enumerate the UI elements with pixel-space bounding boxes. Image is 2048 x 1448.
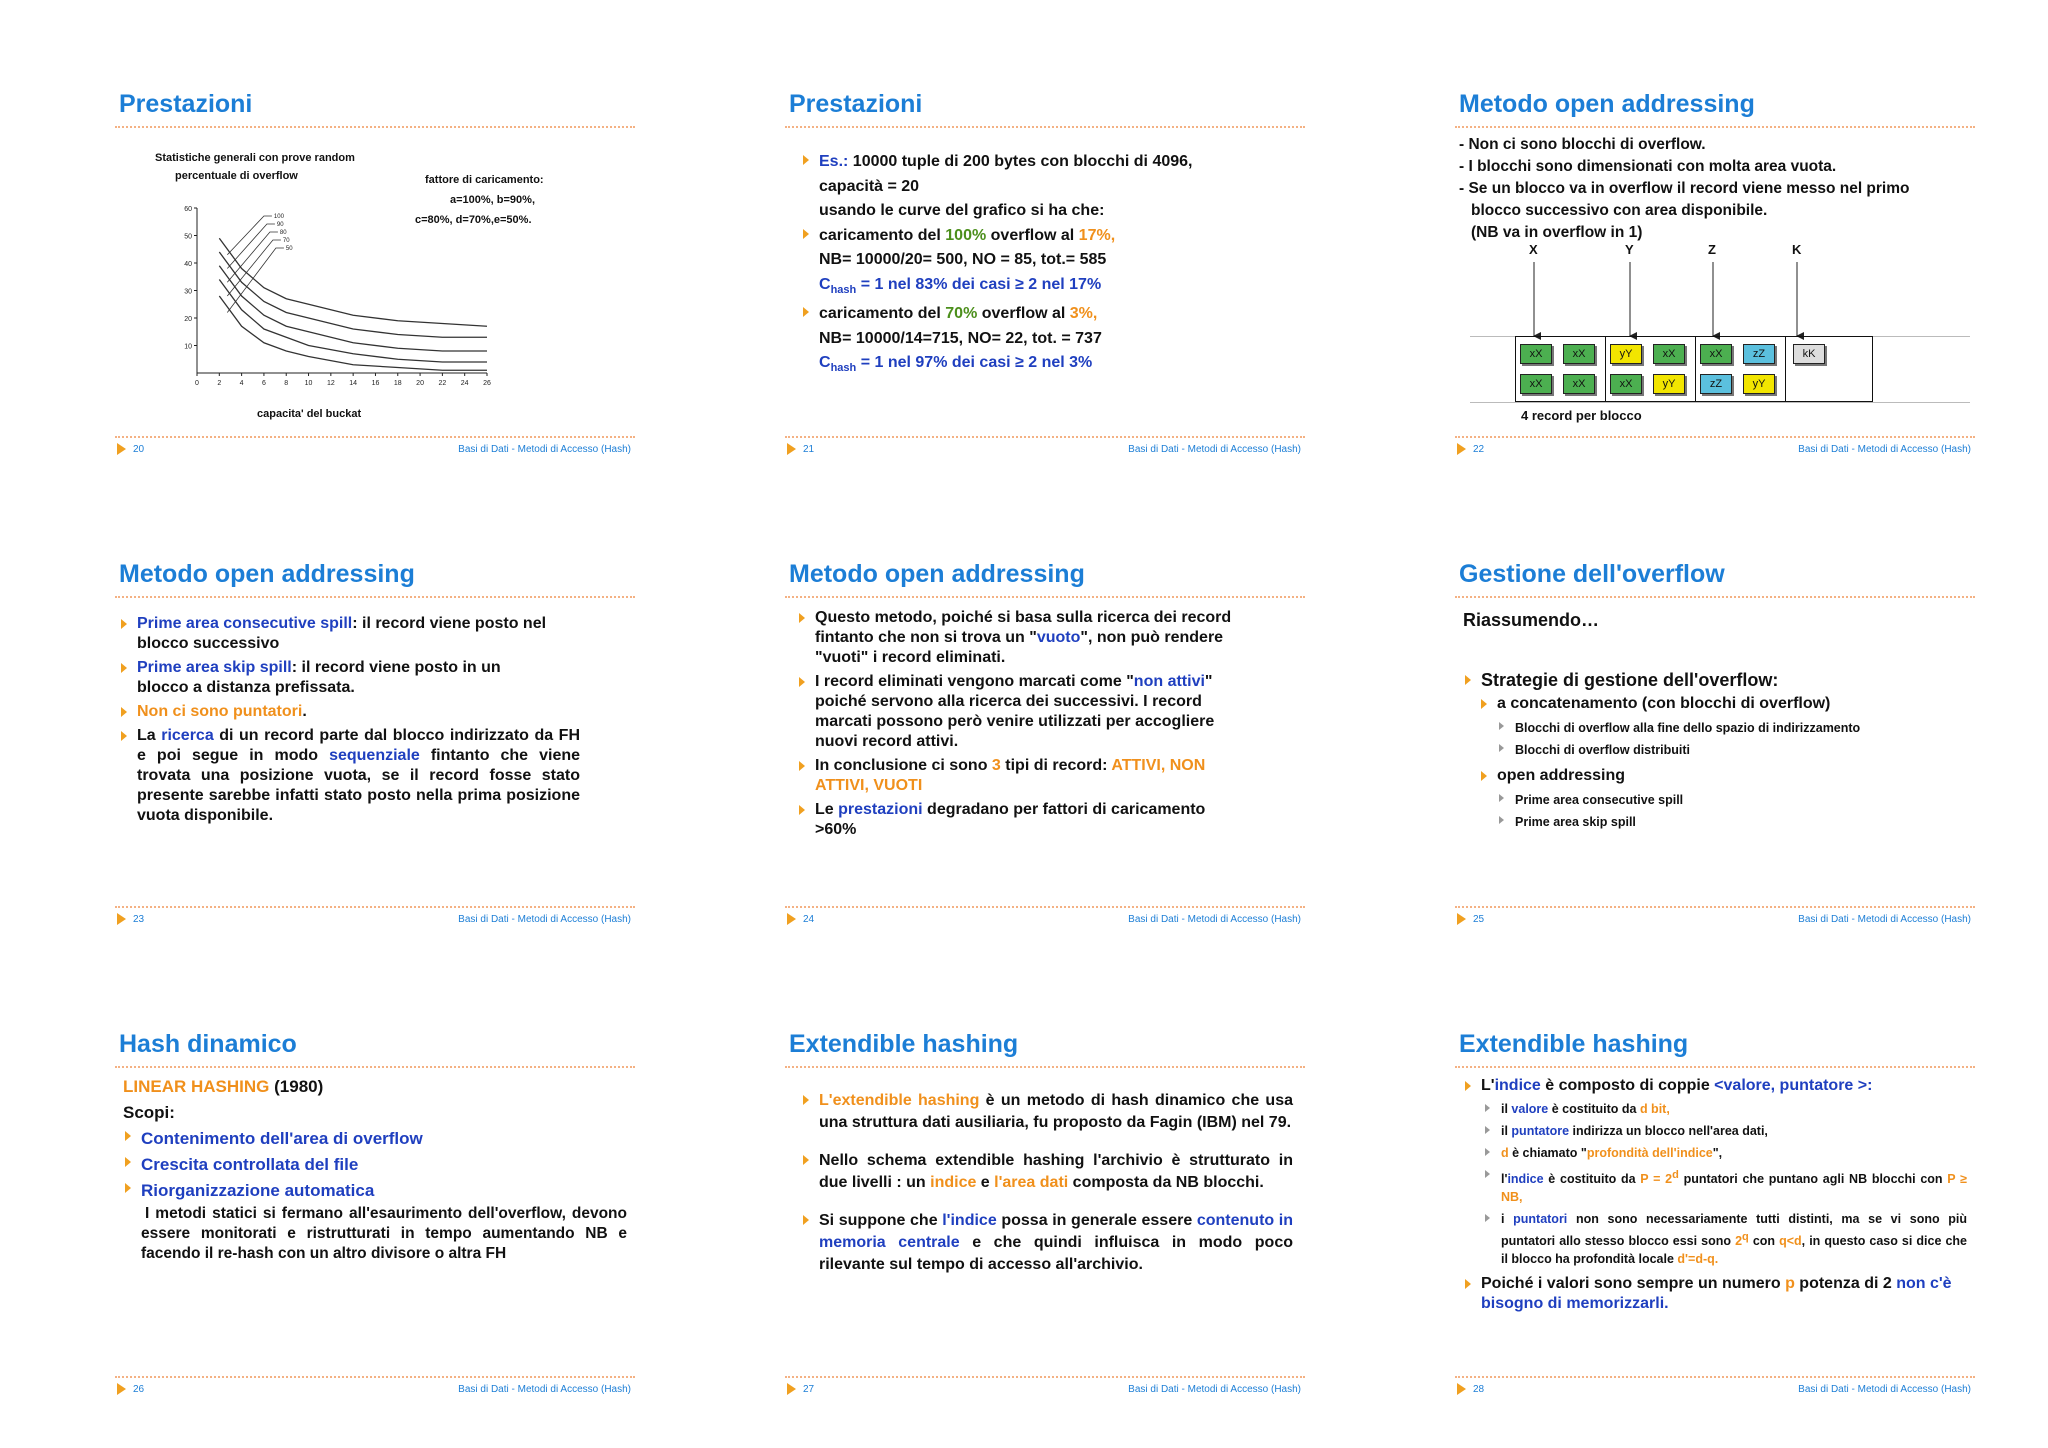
slide-23 [115, 560, 635, 932]
bullet: Nello schema extendible hashing l'archivio è strutturato in due livelli : un indice e l'area dati composta da NB blocchi. [801, 1150, 1293, 1194]
bullet: open addressing [1479, 766, 1969, 786]
chart-legend-line3: c=80%, d=70%,e=50%. [415, 214, 532, 226]
slide-footer [115, 436, 635, 460]
slide-28 [1455, 1030, 1975, 1402]
bullet: Poiché i valori sono sempre un numero p potenza di 2 non c'è bisogno di memorizzarli. [1463, 1274, 1967, 1314]
bullet: Prime area skip spill: il record viene posto in un blocco a distanza prefissata. [119, 658, 580, 698]
text-line: blocco successivo con area disponibile. [1471, 202, 1768, 219]
footer-triangle-icon [1457, 443, 1466, 455]
x-tick-label: 8 [284, 380, 289, 387]
course-label: Basi di Dati - Metodi di Accesso (Hash) [1798, 914, 1971, 925]
slide-footer [1455, 906, 1975, 930]
course-label: Basi di Dati - Metodi di Accesso (Hash) [458, 914, 631, 925]
bullet: I record eliminati vengono marcati come "non attivi" poiché servono alla ricerca dei successivi. I record marcati possono però venire utilizzati per accogliere nuovi record attivi. [797, 672, 1245, 752]
footer-triangle-icon [787, 1383, 796, 1395]
sub-bullet: d è chiamato "profondità dell'indice", [1483, 1144, 1967, 1162]
bullet: Crescita controllata del file [123, 1152, 627, 1178]
curve-label: 70 [282, 238, 290, 244]
x-tick-label: 0 [195, 380, 199, 387]
slide-number: 27 [803, 1384, 815, 1395]
slide-body [801, 1090, 1293, 1276]
slide-24 [785, 560, 1305, 932]
pointer-arrows [1455, 258, 1975, 348]
bullet: caricamento del 100% overflow al 17%, [801, 224, 1299, 249]
intro-text: Riassumendo… [1463, 610, 1600, 630]
chart-ylabel: percentuale di overflow [175, 170, 298, 182]
baseline-bottom [1470, 402, 1970, 403]
x-tick-label: 6 [261, 380, 266, 387]
block-divider [1605, 336, 1606, 402]
slide-27 [785, 1030, 1305, 1402]
chart-title: Statistiche generali con prove random [155, 152, 355, 164]
record-cell: zZ [1743, 344, 1775, 364]
slide-title: Metodo open addressing [115, 560, 635, 598]
text-line: Scopi: [123, 1103, 175, 1122]
slide-footer [1455, 1376, 1975, 1400]
key-label: X [1529, 242, 1538, 257]
slide-22 [1455, 90, 1975, 462]
record-cell: xX [1563, 374, 1595, 394]
footer-triangle-icon [1457, 1383, 1466, 1395]
slide-21 [785, 90, 1305, 462]
slide-footer [785, 436, 1305, 460]
curve-label: 50 [285, 246, 293, 252]
course-label: Basi di Dati - Metodi di Accesso (Hash) [1128, 914, 1301, 925]
sub-bullet: Prime area consecutive spill [1497, 790, 1969, 810]
curve-label: 100 [273, 214, 284, 220]
block-divider [1785, 336, 1786, 402]
chart-legend-line1: fattore di caricamento: [425, 174, 544, 186]
chart-xlabel: capacita' del buckat [257, 408, 362, 420]
record-cell: xX [1520, 374, 1552, 394]
sub-bullet: Prime area skip spill [1497, 812, 1969, 832]
record-cell: xX [1610, 374, 1642, 394]
slide-body [123, 1074, 627, 1264]
slide-title: Extendible hashing [785, 1030, 1305, 1068]
bullet: L'indice è composto di coppie <valore, puntatore >: [1463, 1076, 1967, 1096]
x-tick-label: 24 [460, 380, 469, 387]
slide-number: 20 [133, 444, 145, 455]
footer-triangle-icon [1457, 913, 1466, 925]
text-paragraph: I metodi statici si fermano all'esaurimento dell'overflow, devono essere monitorati e ristrutturati in tempo aumentando NB e facendo il re-hash con un altro divisore o altra FH [141, 1205, 627, 1262]
y-tick-label: 60 [184, 206, 192, 213]
record-cell: yY [1653, 374, 1685, 394]
series-line [219, 296, 487, 370]
y-tick-label: 30 [184, 288, 192, 296]
y-tick-label: 20 [184, 316, 192, 323]
sub-bullet: i puntatori non sono necessariamente tutti distinti, ma se vi sono più puntatori allo stesso blocco essi sono 2$^q$ con q<d, in questo caso si dice che il blocco ha profondità locale d'=d-q. [1483, 1210, 1967, 1268]
record-cell: xX [1520, 344, 1552, 364]
slide-footer [115, 1376, 635, 1400]
x-tick-label: 12 [326, 380, 335, 387]
bullet: Contenimento dell'area di overflow [123, 1126, 627, 1152]
slide-title: Metodo open addressing [1455, 90, 1975, 128]
overflow-chart [175, 200, 495, 390]
slide-body [1459, 134, 1969, 244]
sub-bullet: il valore è costituito da d bit, [1483, 1100, 1967, 1118]
slide-body [801, 150, 1299, 381]
slide-25 [1455, 560, 1975, 932]
record-cell: xX [1700, 344, 1732, 364]
slide-body [119, 614, 580, 826]
sub-bullet: il puntatore indirizza un blocco nell'area dati, [1483, 1122, 1967, 1140]
text-line: capacità = 20 [819, 177, 920, 195]
text-line: usando le curve del grafico si ha che: [819, 202, 1105, 219]
slide-footer [1455, 436, 1975, 460]
text-line: - Non ci sono blocchi di overflow. [1459, 136, 1706, 153]
series-line [219, 266, 487, 351]
open-addressing-diagram [1455, 240, 1975, 423]
text-line: $C_{hash} = 1$ nel 83% dei casi ≥ 2 nel 17% [819, 275, 1102, 296]
text-line: NB= 10000/20= 500, NO = 85, tot.= 585 [819, 251, 1107, 268]
footer-triangle-icon [117, 1383, 126, 1395]
x-tick-label: 14 [349, 380, 358, 387]
slide-title: Metodo open addressing [785, 560, 1305, 598]
record-cell: xX [1653, 344, 1685, 364]
slide-title: Hash dinamico [115, 1030, 635, 1068]
course-label: Basi di Dati - Metodi di Accesso (Hash) [1128, 444, 1301, 455]
text-line: (NB va in overflow in 1) [1471, 224, 1643, 241]
x-tick-label: 10 [304, 380, 313, 387]
bullet: Si suppone che l'indice possa in generale essere contenuto in memoria centrale e che quindi influisca in modo poco rilevante sul tempo di accesso all'archivio. [801, 1210, 1293, 1276]
slide-footer [785, 906, 1305, 930]
y-tick-label: 10 [184, 343, 192, 351]
text-line: - Se un blocco va in overflow il record viene messo nel primo [1459, 180, 1910, 197]
slide-title: Prestazioni [115, 90, 635, 128]
text-line: LINEAR HASHING (1980) [123, 1077, 324, 1096]
bullet: Riorganizzazione automatica [123, 1178, 627, 1204]
slide-title: Extendible hashing [1455, 1030, 1975, 1068]
y-tick-label: 50 [184, 233, 192, 241]
slide-20 [115, 90, 635, 462]
slide-footer [115, 906, 635, 930]
curve-label: 90 [276, 222, 284, 228]
x-tick-label: 16 [371, 380, 380, 387]
bullet: Strategie di gestione dell'overflow: [1463, 670, 1969, 690]
text-line: $C_{hash} = 1$ nel 97% dei casi ≥ 2 nel 3% [819, 354, 1093, 375]
series-line [219, 280, 487, 363]
slide-number: 22 [1473, 444, 1485, 455]
footer-triangle-icon [787, 443, 796, 455]
chart-legend-line2: a=100%, b=90%, [450, 194, 536, 206]
x-tick-label: 26 [483, 380, 491, 387]
x-tick-label: 2 [217, 380, 222, 387]
key-label: Y [1625, 242, 1634, 257]
slide-title: Gestione dell'overflow [1455, 560, 1975, 598]
course-label: Basi di Dati - Metodi di Accesso (Hash) [1798, 444, 1971, 455]
record-cell: kK [1793, 344, 1825, 364]
record-cell: yY [1743, 374, 1775, 394]
slide-26 [115, 1030, 635, 1402]
course-label: Basi di Dati - Metodi di Accesso (Hash) [1798, 1384, 1971, 1395]
slide-number: 28 [1473, 1384, 1485, 1395]
x-tick-label: 4 [239, 380, 244, 387]
bullet: L'extendible hashing è un metodo di hash dinamico che usa una struttura dati ausiliaria, fu proposto da Fagin (IBM) nel 79. [801, 1090, 1293, 1134]
bullet: caricamento del 70% overflow al 3%, [801, 302, 1299, 327]
bullet: Questo metodo, poiché si basa sulla ricerca dei record fintanto che non si trova un "vuoto", non può rendere "vuoti" i record eliminati. [797, 608, 1245, 668]
bullet: Prime area consecutive spill: il record viene posto nel blocco successivo [119, 614, 580, 654]
series-line [219, 238, 487, 326]
bullet: Le prestazioni degradano per fattori di caricamento >60% [797, 800, 1245, 840]
record-cell: zZ [1700, 374, 1732, 394]
footer-triangle-icon [117, 913, 126, 925]
slide-number: 25 [1473, 914, 1485, 925]
sub-bullet: Blocchi di overflow alla fine dello spazio di indirizzamento [1497, 718, 1969, 738]
sub-bullet: Blocchi di overflow distribuiti [1497, 740, 1969, 760]
slide-body [1463, 610, 1969, 832]
slide-number: 21 [803, 444, 815, 455]
text-line: - I blocchi sono dimensionati con molta area vuota. [1459, 158, 1837, 175]
slide-title: Prestazioni [785, 90, 1305, 128]
footer-triangle-icon [117, 443, 126, 455]
x-tick-label: 18 [393, 380, 402, 387]
slide-number: 24 [803, 914, 815, 925]
slide-number: 23 [133, 914, 145, 925]
course-label: Basi di Dati - Metodi di Accesso (Hash) [458, 1384, 631, 1395]
bullet: In conclusione ci sono 3 tipi di record: ATTIVI, NON ATTIVI, VUOTI [797, 756, 1245, 796]
diagram-caption: 4 record per blocco [1521, 408, 1642, 423]
course-label: Basi di Dati - Metodi di Accesso (Hash) [1128, 1384, 1301, 1395]
key-label: Z [1708, 242, 1716, 257]
slide-number: 26 [133, 1384, 145, 1395]
slide-body [797, 608, 1245, 840]
sub-bullet: l'indice è costituito da $P = 2^d$ puntatori che puntano agli NB blocchi con P ≥ NB, [1483, 1166, 1967, 1206]
record-cell: xX [1563, 344, 1595, 364]
course-label: Basi di Dati - Metodi di Accesso (Hash) [458, 444, 631, 455]
bullet: Es.: 10000 tuple di 200 bytes con blocchi di 4096, [801, 150, 1299, 175]
x-tick-label: 20 [416, 380, 424, 387]
record-cell: yY [1610, 344, 1642, 364]
x-tick-label: 22 [438, 380, 447, 387]
slide-footer [785, 1376, 1305, 1400]
key-label: K [1792, 242, 1802, 257]
footer-triangle-icon [787, 913, 796, 925]
curve-label: 80 [279, 230, 287, 236]
y-tick-label: 40 [184, 261, 192, 268]
bullet: a concatenamento (con blocchi di overflow) [1479, 694, 1969, 714]
block-divider [1695, 336, 1696, 402]
slide-body [1463, 1076, 1967, 1314]
text-line: NB= 10000/14=715, NO= 22, tot. = 737 [819, 329, 1102, 347]
bullet: La ricerca di un record parte dal blocco indirizzato da FH e poi segue in modo sequenziale fintanto che viene trovata una posizione vuota, se il record fosse stato presente sarebbe infatti stato posto nella prima posizione vuota disponibile. [119, 726, 580, 826]
bullet: Non ci sono puntatori. [119, 702, 580, 722]
